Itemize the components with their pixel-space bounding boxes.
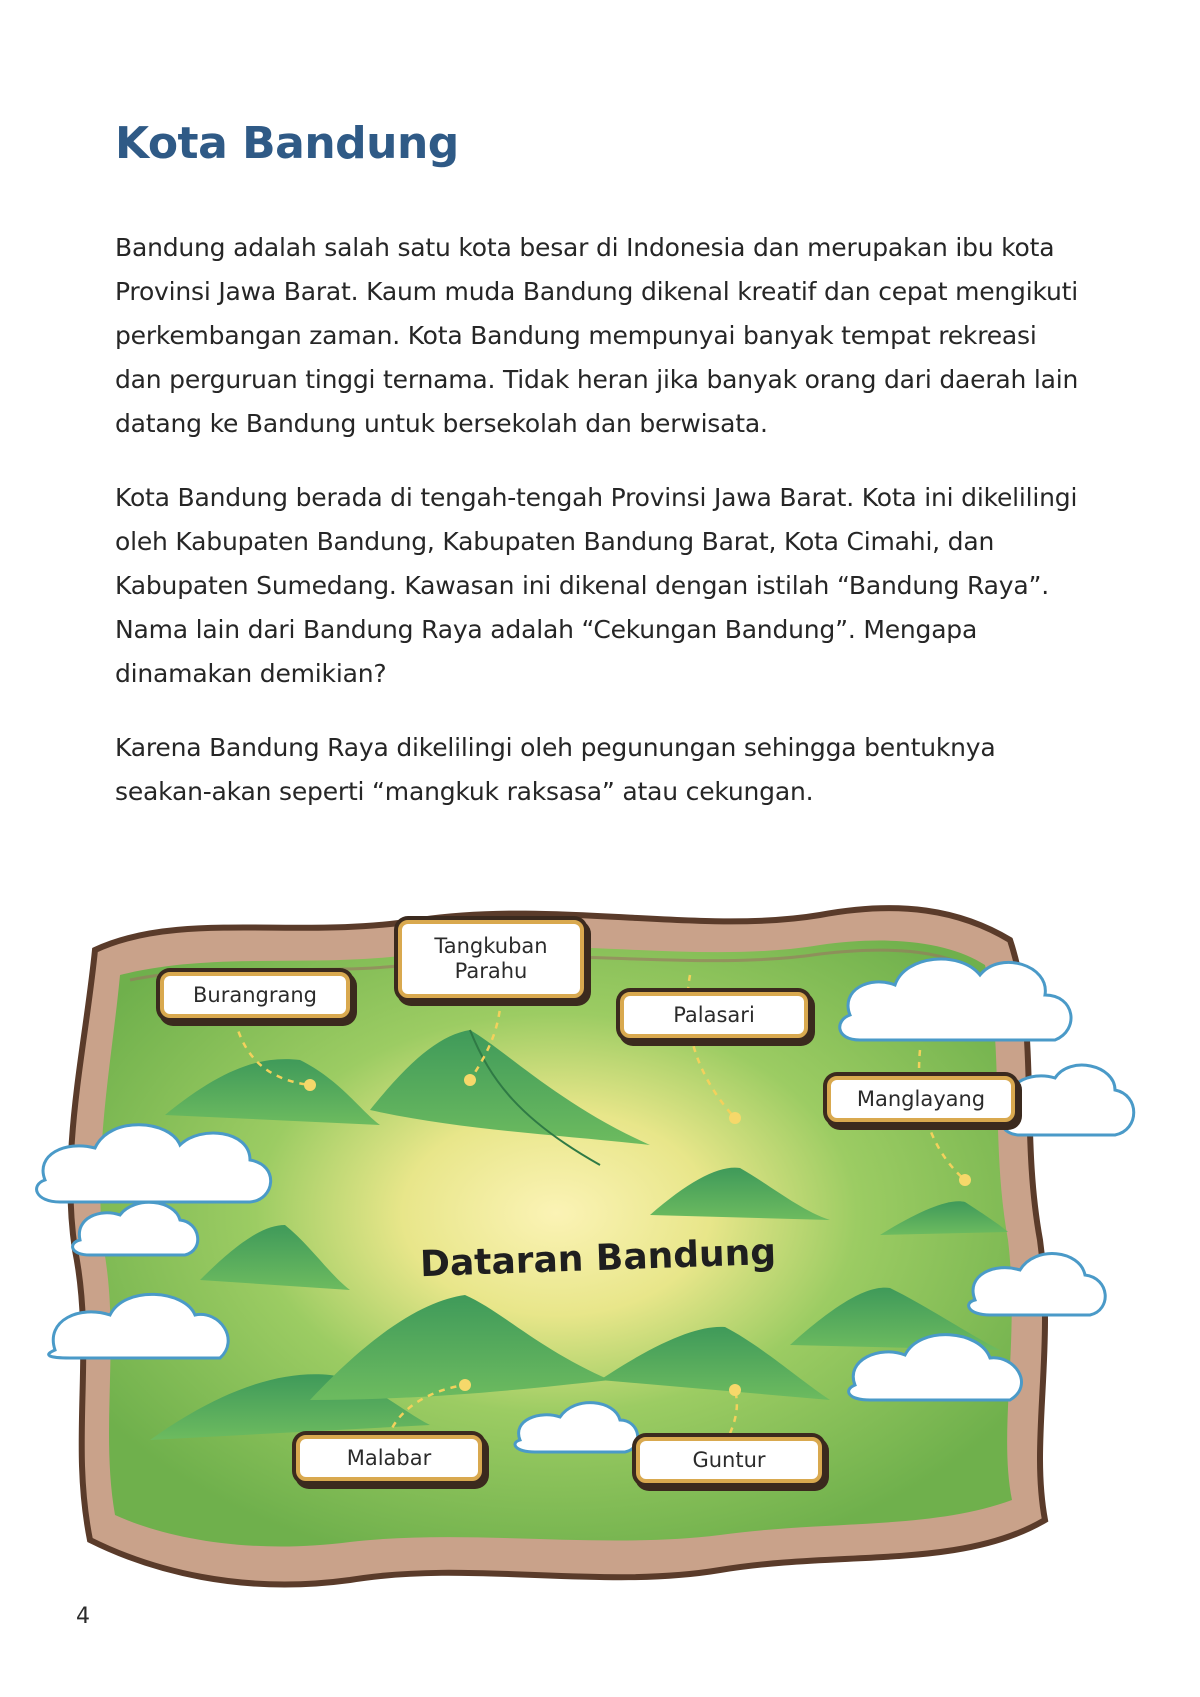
paragraph-1: Bandung adalah salah satu kota besar di Indonesia dan merupakan ibu kota Provinsi Jawa Barat. Kaum muda Bandung dikenal kreatif dan cepat mengikuti perkembangan zaman. Kota Bandung mempunyai banyak tempat rekreasi dan perguruan tinggi ternama. Tidak heran jika banyak orang dari daerah lain datang ke Bandung untuk bersekolah dan berwisata. <box>115 233 1079 438</box>
label-burangrang: Burangrang <box>160 972 350 1018</box>
label-malabar: Malabar <box>296 1435 482 1481</box>
label-guntur: Guntur <box>636 1437 822 1483</box>
bandung-basin-map <box>0 880 1200 1620</box>
label-palasari: Palasari <box>620 992 808 1038</box>
page-number: 4 <box>76 1604 90 1629</box>
label-manglayang: Manglayang <box>827 1076 1015 1122</box>
label-tangkuban-parahu: Tangkuban Parahu <box>398 920 584 998</box>
label-dataran-bandung: Dataran Bandung <box>419 1231 777 1286</box>
paragraph-3: Karena Bandung Raya dikelilingi oleh pegunungan sehingga bentuknya seakan-akan seperti “mangkuk raksasa” atau cekungan. <box>115 733 996 806</box>
page-title: Kota Bandung <box>115 118 459 169</box>
paragraph-2: Kota Bandung berada di tengah-tengah Provinsi Jawa Barat. Kota ini dikelilingi oleh Kabupaten Bandung, Kabupaten Bandung Barat, Kota Cimahi, dan Kabupaten Sumedang. Kawasan ini dikenal dengan istilah “Bandung Raya”. Nama lain dari Bandung Raya adalah “Cekungan Bandung”. Mengapa dinamakan demikian? <box>115 483 1078 688</box>
